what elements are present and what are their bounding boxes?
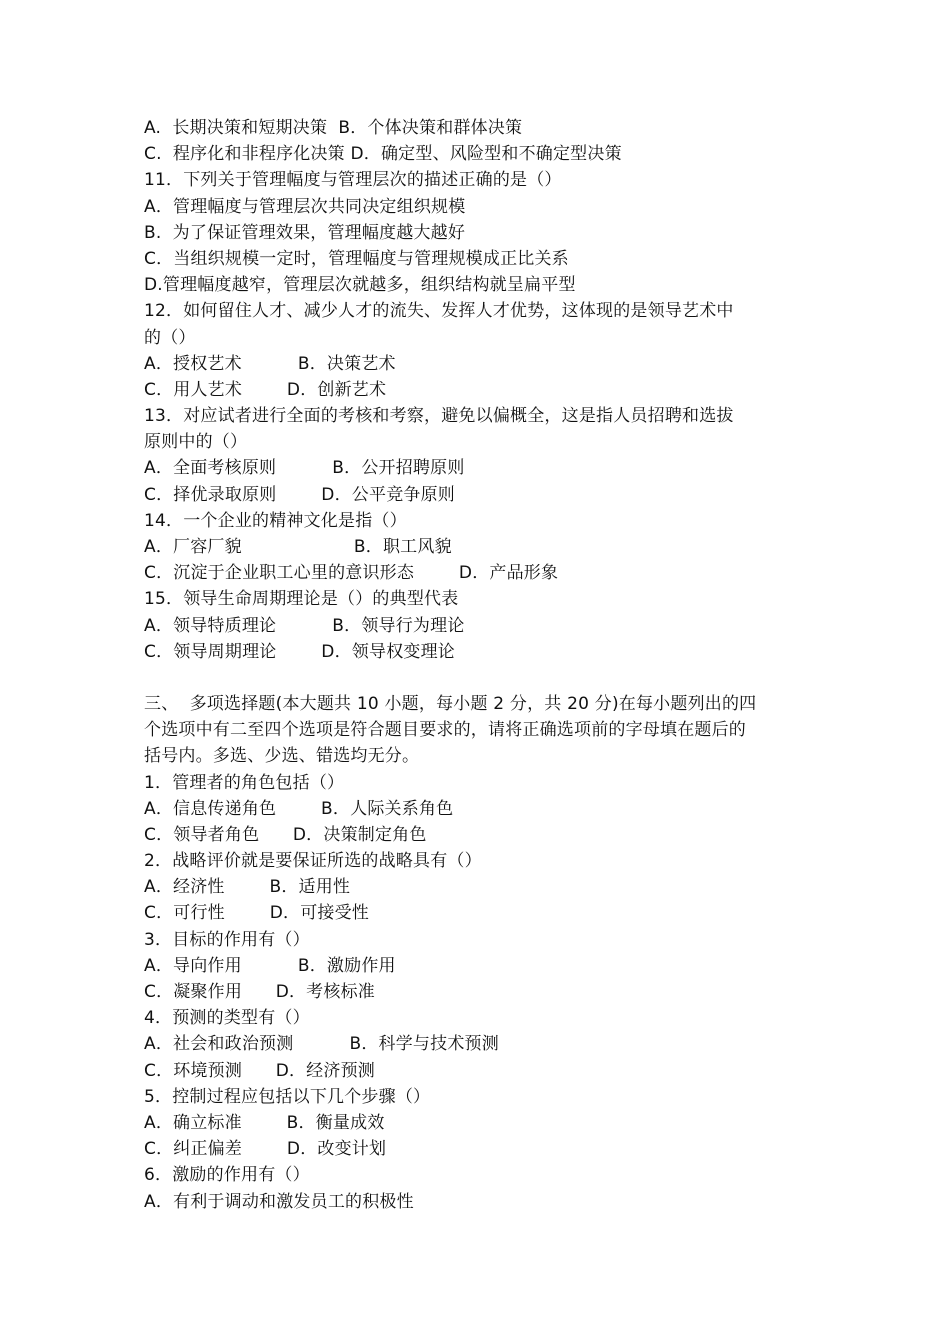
- question-line: A．全面考核原则 B．公开招聘原则: [144, 458, 465, 479]
- question-line: C．沉淀于企业职工心里的意识形态 D．产品形象: [144, 563, 559, 584]
- question-line: A．经济性 B．适用性: [144, 877, 351, 898]
- question-line: 5．控制过程应包括以下几个步骤（）: [144, 1086, 431, 1107]
- question-line: A．有利于调动和激发员工的积极性: [144, 1191, 414, 1212]
- question-line: A. 长期决策和短期决策 B．个体决策和群体决策: [144, 118, 523, 138]
- question-line: 15．领导生命周期理论是（）的典型代表: [144, 589, 459, 610]
- question-block-multiple-choice: [144, 770, 824, 1215]
- section-3-instructions: [144, 691, 824, 770]
- question-line: 13．对应试者进行全面的考核和考察，避免以偏概全，这是指人员招聘和选拔: [144, 406, 734, 427]
- section-3-text-line: 三、 多项选择题(本大题共 10 小题，每小题 2 分，共 20 分)在每小题列出的四: [144, 693, 757, 714]
- question-line: 3．目标的作用有（）: [144, 929, 310, 950]
- question-line: C．可行性 D．可接受性: [144, 903, 369, 924]
- question-line: C．环境预测 D．经济预测: [144, 1060, 375, 1081]
- question-line: C．纠正偏差 D．改变计划: [144, 1139, 387, 1160]
- question-line: A．领导特质理论 B．领导行为理论: [144, 615, 465, 636]
- question-line: 6．激励的作用有（）: [144, 1165, 310, 1186]
- question-line: 11．下列关于管理幅度与管理层次的描述正确的是（）: [144, 170, 562, 191]
- question-line: C．领导周期理论 D．领导权变理论: [144, 641, 455, 662]
- question-line: 4．预测的类型有（）: [144, 1008, 310, 1029]
- question-line: 14．一个企业的精神文化是指（）: [144, 510, 407, 531]
- question-line: C．用人艺术 D．创新艺术: [144, 379, 387, 400]
- question-block-single-choice: [144, 115, 824, 665]
- question-line: C．择优录取原则 D．公平竞争原则: [144, 484, 455, 505]
- question-line: A．确立标准 B．衡量成效: [144, 1112, 385, 1133]
- question-line: 12．如何留住人才、减少人才的流失、发挥人才优势，这体现的是领导艺术中: [144, 301, 734, 322]
- question-line: C．凝聚作用 D．考核标准: [144, 982, 375, 1002]
- question-line: A．信息传递角色 B．人际关系角色: [144, 798, 454, 819]
- question-line: A．导向作用 B．激励作用: [144, 955, 396, 976]
- question-line: 1．管理者的角色包括（）: [144, 772, 345, 793]
- question-line: A．授权艺术 B．决策艺术: [144, 353, 396, 374]
- question-line: 2．战略评价就是要保证所选的战略具有（）: [144, 851, 482, 872]
- question-line: 的（）: [144, 327, 196, 348]
- document-content: [144, 115, 824, 1215]
- question-line: 原则中的（）: [144, 432, 248, 453]
- question-line: C．当组织规模一定时，管理幅度与管理规模成正比关系: [144, 248, 569, 269]
- question-line: A．厂容厂貌 B．职工风貌: [144, 537, 452, 557]
- section-3-text-line: 括号内。多选、少选、错选均无分。: [144, 746, 420, 767]
- question-line: C．领导者角色 D．决策制定角色: [144, 824, 427, 845]
- question-line: B. 为了保证管理效果，管理幅度越大越好: [144, 222, 466, 243]
- question-line: C. 程序化和非程序化决策 D．确定型、风险型和不确定型决策: [144, 144, 622, 165]
- question-line: A．社会和政治预测 B．科学与技术预测: [144, 1034, 499, 1055]
- section-3-text-line: 个选项中有二至四个选项是符合题目要求的，请将正确选项前的字母填在题后的: [144, 720, 746, 741]
- question-line: D.管理幅度越窄，管理层次就越多，组织结构就呈扁平型: [144, 275, 576, 296]
- section-gap: [144, 665, 824, 691]
- question-line: A．管理幅度与管理层次共同决定组织规模: [144, 196, 466, 217]
